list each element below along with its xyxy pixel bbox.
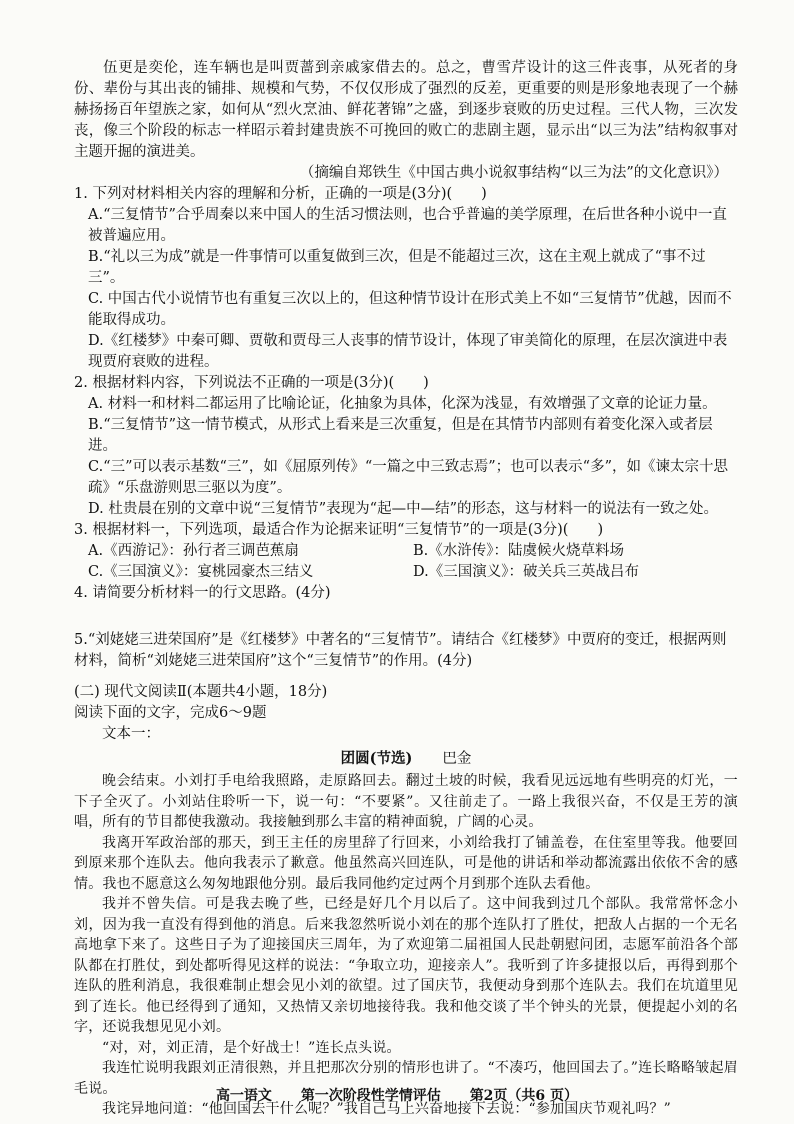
question-2-option-b: B.“三复情节”这一情节模式，从形式上看来是三次重复，但是在其情节内部则有着变化深入或者层进。 [88, 417, 713, 454]
answer-space-4 [74, 604, 738, 630]
story-title-row [74, 747, 738, 771]
story-paragraph-3: 我并不曾失信。可是我去晚了些，已经是好几个月以后了。这中间我到过几个部队。我常常怀念小刘，因为我一直没有得到他的消息。后来我忽然听说小刘在的那个连队打了胜仗，把敌人占据的一个无名高地拿下来了。这些日子为了迎接国庆三周年，为了欢迎第二届祖国人民赴朝慰问团，志愿军前沿各个部队都在打胜仗，到处都听得见这样的说法：“争取立功，迎接亲人”。我听到了许多捷报以后，再得到那个连队的胜利消息，我很难制止想会见小刘的欲望。过了国庆节，我便动身到那个连队去。我们在坑道里见到了连长。他已经得到了通知，又热情又亲切地接待我。我和他交谈了半个钟头的光景，便提起小刘的名字，还说我想见见小刘。 [74, 896, 738, 1035]
question-2-option-d: D. 杜贵晨在别的文章中说“三复情节”表现为“起—中—结”的形态，这与材料一的说法有一致之处。 [88, 501, 718, 517]
story-title: 团圆(节选) [340, 750, 413, 767]
question-3-options-row-2 [74, 562, 738, 583]
page-footer [0, 1085, 794, 1105]
question-1-option-d: D.《红楼梦》中秦可卿、贾敬和贾母三人丧事的情节设计，体现了审美简化的原理，在层次演进中表现贾府衰败的进程。 [88, 333, 728, 370]
section-2-heading: (二) 现代文阅读Ⅱ(本题共4小题，18分) [74, 684, 328, 700]
intro-paragraph: 伍更是奕伦，连车辆也是叫贾蔷到亲戚家借去的。总之，曹雪芹设计的这三件丧事，从死者的身份、辈份与其出丧的铺排、规模和气势，不仅仅形成了强烈的反差，更重要的则是形象地表现了一个赫赫扬扬百年望族之家，如何从“烈火烹油、鲜花著锦”之盛，到逐步衰败的历史过程。三代人物，三次发丧，像三个阶段的标志一样昭示着封建贵族不可挽回的败亡的悲剧主题，显示出“以三为法”结构叙事对主题开掘的演进美。 [74, 60, 738, 160]
question-2-option-c: C.“三”可以表示基数“三”，如《屈原列传》“一篇之中三致志焉”；也可以表示“多”，如《谏太宗十思疏》“乐盘游则思三驱以为度”。 [88, 459, 728, 496]
footer-exam: 第一次阶段性学情评估 [300, 1088, 441, 1104]
question-1-option-a: A.“三复情节”合乎周秦以来中国人的生活习惯法则，也合乎普遍的美学原理，在后世各种小说中一直被普遍应用。 [88, 207, 727, 244]
question-2-option-a: A. 材料一和材料二都运用了比喻论证，化抽象为具体，化深为浅显，有效增强了文章的论证力量。 [88, 396, 717, 412]
story-paragraph-2: 我离开军政治部的那天，到王主任的房里辞了行回来，小刘给我打了铺盖卷，在住室里等我。他要回到原来那个连队去。他向我表示了歉意。他虽然高兴回连队，可是他的讲话和举动都流露出依依不舍的感情。我也不愿意这么匆匆地跟他分别。最后我同他约定过两个月到那个连队去看他。 [74, 834, 738, 892]
footer-subject: 高一语文 [215, 1088, 272, 1104]
question-3-option-b: B.《水浒传》：陆虞候火烧草料场 [413, 543, 625, 559]
section-2 [74, 682, 738, 1120]
question-1-stem: 1. 下列对材料相关内容的理解和分析，正确的一项是(3分)( ) [74, 186, 487, 202]
question-1-option-c: C. 中国古代小说情节也有重复三次以上的，但这种情节设计在形式美上不如“三复情节”优越，因而不能取得成功。 [88, 291, 732, 328]
question-3-stem: 3. 根据材料一，下列选项，最适合作为论据来证明“三复情节”的一项是(3分)( ) [74, 522, 604, 538]
section-2-instruction: 阅读下面的文字，完成6～9题 [74, 705, 267, 721]
question-5: 5.“刘姥姥三进荣国府”是《红楼梦》中著名的“三复情节”。请结合《红楼梦》中贾府的变迁，根据两则材料，简析“刘姥姥三进荣国府”这个“三复情节”的作用。(4分) [74, 632, 727, 669]
question-4: 4. 请简要分析材料一的行文思路。(4分) [74, 585, 331, 601]
question-1-option-b: B.“礼以三为成”就是一件事情可以重复做到三次，但是不能超过三次，这在主观上就成了“事不过三”。 [88, 249, 706, 286]
question-3-option-d: D.《三国演义》：破关兵三英战吕布 [413, 564, 639, 580]
question-2 [74, 373, 738, 520]
story-paragraph-4: “对，对，刘正清，是个好战士！”连长点头说。 [102, 1039, 401, 1056]
story-paragraph-5: 我连忙说明我跟刘正清很熟，并且把那次分别的情形也讲了。“不凑巧，他回国去了。”连长略略皱起眉毛说。 [74, 1060, 738, 1097]
question-2-stem: 2. 根据材料内容，下列说法不正确的一项是(3分)( ) [74, 375, 429, 391]
citation: （摘编自郑铁生《中国古典小说叙事结构“以三为法”的文化意识》） [299, 165, 728, 181]
footer-page: 第2页（共6 页） [469, 1088, 579, 1104]
question-3-options-row-1 [74, 541, 738, 562]
question-3-option-a: A.《西游记》：孙行者三调芭蕉扇 [88, 543, 299, 559]
story-paragraph-6: 我诧异地问道：“他回国去干什么呢？”我自己马上兴奋地接下去说：“参加国庆节观礼吗？” [102, 1101, 672, 1117]
question-1 [74, 184, 738, 373]
question-3 [74, 520, 738, 583]
story-author: 巴金 [442, 751, 472, 767]
question-3-option-c: C.《三国演义》：宴桃园豪杰三结义 [88, 564, 314, 580]
text-one-label: 文本一： [102, 726, 160, 742]
story-paragraph-1: 晚会结束。小刘打手电给我照路，走原路回去。翻过土坡的时候，我看见远远地有些明亮的灯光，一下子全灭了。小刘站住聆听一下，说一句：“不要紧”。又往前走了。一路上我很兴奋，不仅是王芳的演唱，所有的节目都使我激动。我接触到那么丰富的精神面貌，广阔的心灵。 [74, 773, 738, 830]
